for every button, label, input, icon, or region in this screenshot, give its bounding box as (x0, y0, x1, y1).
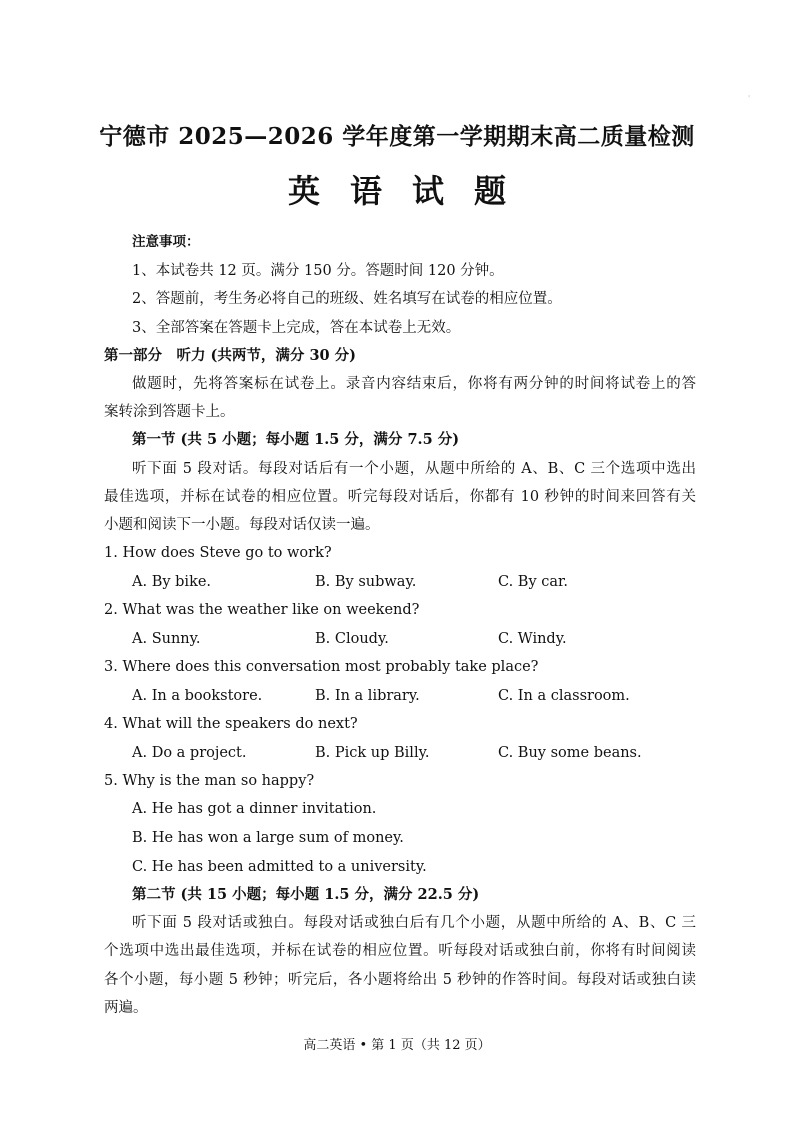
part1-intro-line: 案转涂到答题卡上。 (104, 404, 235, 420)
note-item: 3、全部答案在答题卡上完成，答在本试卷上无效。 (132, 320, 461, 336)
section1-intro-line: 最佳选项，并标在试卷的相应位置。听完每段对话后，你都有 10 秒钟的时间来回答有关 (104, 489, 696, 505)
question-1: 1. How does Steve go to work? (104, 545, 332, 561)
option-a: A. By bike. (132, 574, 212, 590)
section1-intro-line: 听下面 5 段对话。每段对话后有一个小题，从题中所给的 A、B、C 三个选项中选出 (132, 461, 696, 477)
option-c: C. He has been admitted to a university. (132, 859, 427, 875)
subject-title: 英语试题 (287, 172, 536, 210)
option-a: A. In a bookstore. (132, 688, 263, 704)
section2-intro-line: 听下面 5 段对话或独白。每段对话或独白后有几个小题，从题中所给的 A、B、C 三 (132, 915, 696, 931)
notes-heading: 注意事项： (132, 234, 200, 250)
section2-intro-line: 个选项中选出最佳选项，并标在试卷的相应位置。听每段对话或独白前，你将有时间阅读 (104, 943, 696, 959)
part1-heading: 第一部分 听力 (共两节，满分 30 分) (104, 347, 357, 364)
corner-mark: ' (748, 94, 751, 103)
option-c: C. By car. (498, 574, 568, 590)
option-c: C. In a classroom. (498, 688, 630, 704)
option-b: B. Pick up Billy. (315, 745, 430, 761)
question-4: 4. What will the speakers do next? (104, 716, 358, 732)
option-b: B. By subway. (315, 574, 417, 590)
option-b: B. He has won a large sum of money. (132, 830, 404, 846)
option-c: C. Buy some beans. (498, 745, 642, 761)
question-2: 2. What was the weather like on weekend? (104, 602, 420, 618)
exam-title: 宁德市 2025—2026 学年度第一学期期末高二质量检测 (99, 123, 695, 150)
section2-intro-line: 各个小题，每小题 5 秒钟；听完后，各小题将给出 5 秒钟的作答时间。每段对话或独白读 (104, 972, 696, 988)
option-a: A. He has got a dinner invitation. (132, 801, 377, 817)
option-a: A. Do a project. (132, 745, 247, 761)
part1-intro-line: 做题时，先将答案标在试卷上。录音内容结束后，你将有两分钟的时间将试卷上的答 (132, 376, 696, 392)
option-c: C. Windy. (498, 631, 567, 647)
section1-intro-line: 小题和阅读下一小题。每段对话仅读一遍。 (104, 517, 380, 533)
question-5: 5. Why is the man so happy? (104, 773, 315, 789)
note-item: 2、答题前，考生务必将自己的班级、姓名填写在试卷的相应位置。 (132, 291, 562, 307)
page-footer: 高二英语 • 第 1 页（共 12 页） (303, 1038, 491, 1053)
question-3: 3. Where does this conversation most probably take place? (104, 659, 539, 675)
note-item: 1、本试卷共 12 页。满分 150 分。答题时间 120 分钟。 (132, 263, 504, 279)
section2-heading: 第二节 (共 15 小题；每小题 1.5 分，满分 22.5 分) (132, 886, 480, 903)
section2-intro-line: 两遍。 (104, 1000, 148, 1016)
option-b: B. In a library. (315, 688, 420, 704)
option-a: A. Sunny. (132, 631, 201, 647)
section1-heading: 第一节 (共 5 小题；每小题 1.5 分，满分 7.5 分) (132, 431, 460, 448)
option-b: B. Cloudy. (315, 631, 389, 647)
